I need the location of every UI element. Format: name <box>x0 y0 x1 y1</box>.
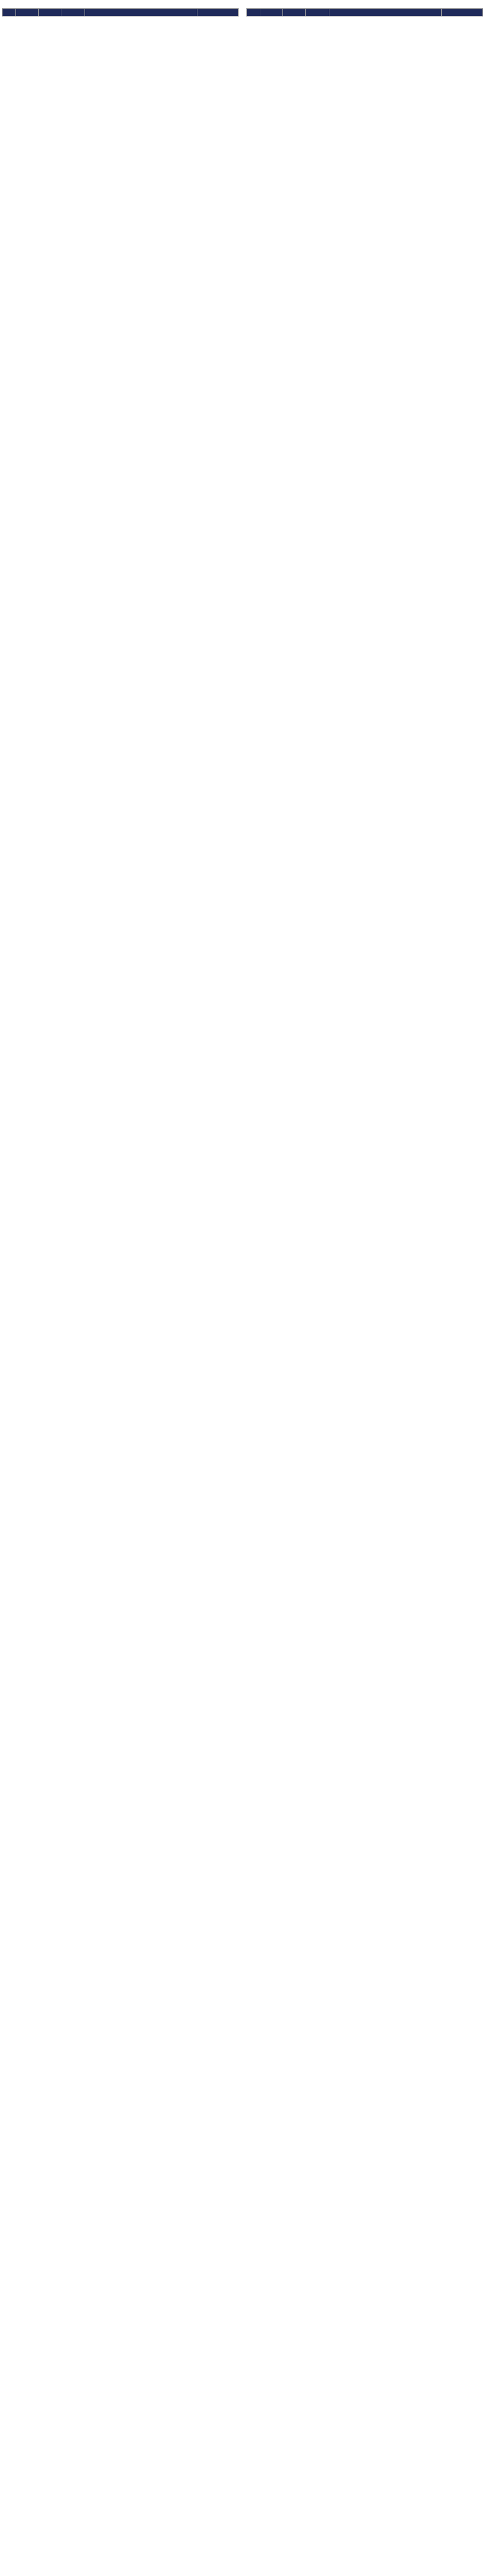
left-header-amount <box>197 9 239 16</box>
right-header-amount <box>442 9 483 16</box>
right-header-no <box>247 9 260 16</box>
tables-container <box>2 8 483 16</box>
left-header-row <box>3 9 239 16</box>
left-header-name <box>85 9 197 16</box>
right-header-type <box>306 9 329 16</box>
right-table <box>246 8 483 16</box>
left-table <box>2 8 239 16</box>
left-header-region2 <box>39 9 61 16</box>
left-header-type <box>61 9 85 16</box>
left-header-no <box>3 9 16 16</box>
left-header-region1 <box>16 9 39 16</box>
document-page <box>0 0 485 16</box>
right-header-region1 <box>260 9 283 16</box>
right-header-region2 <box>283 9 306 16</box>
right-header-row <box>247 9 483 16</box>
right-header-name <box>329 9 442 16</box>
unit-line <box>2 0 483 8</box>
